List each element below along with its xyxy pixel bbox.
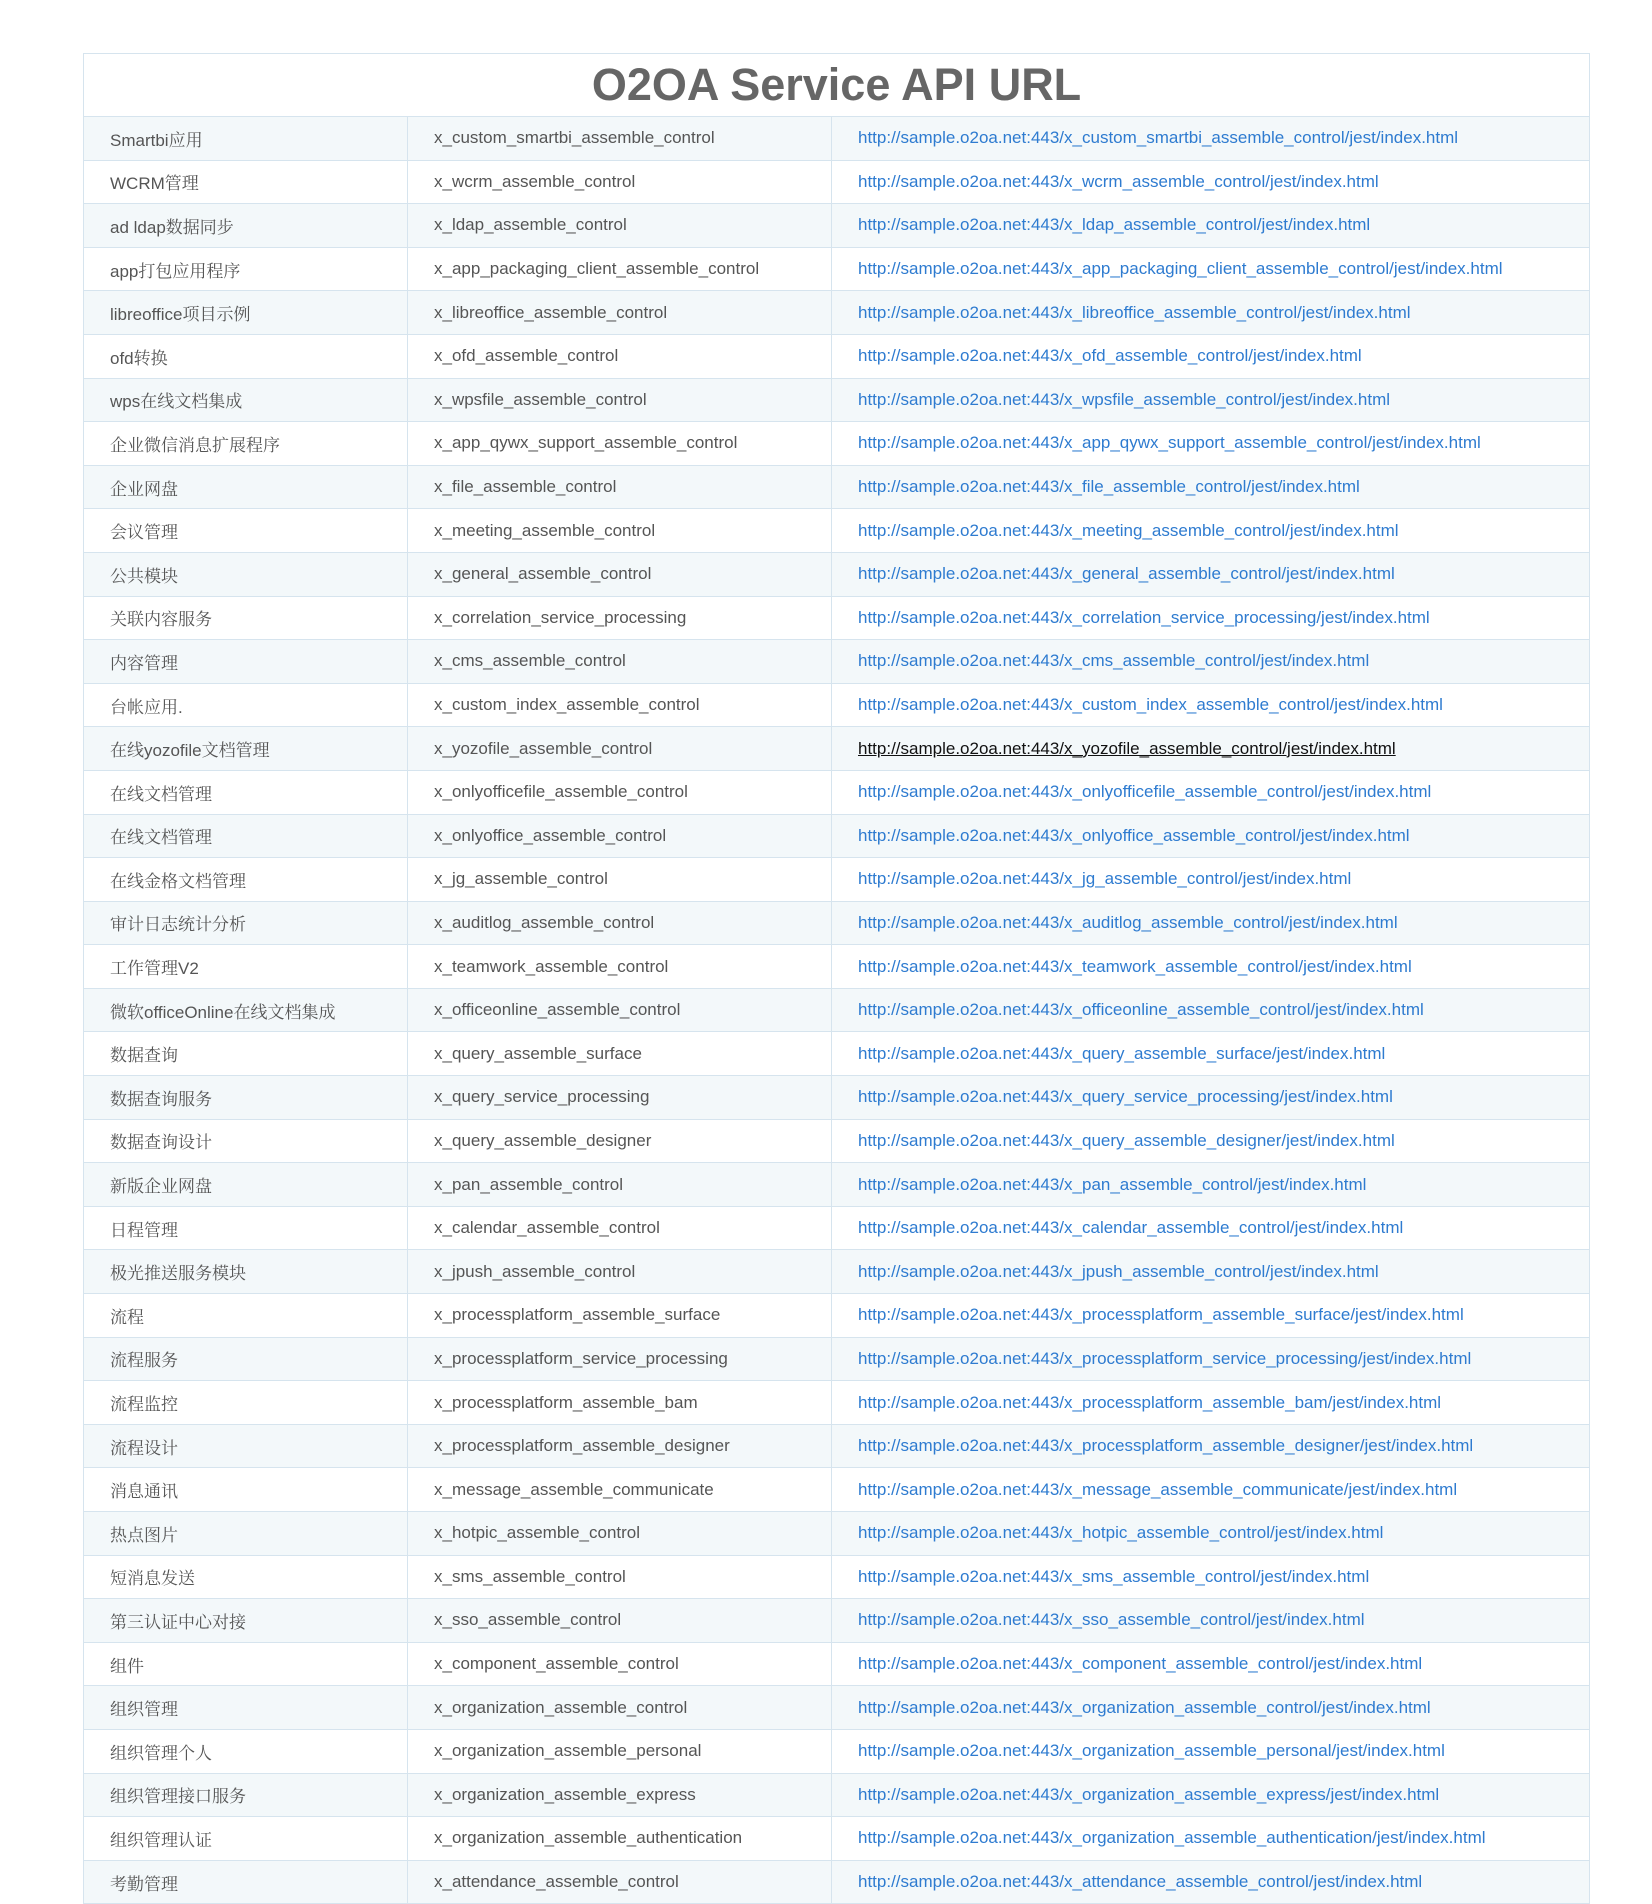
module-name-cell: x_query_assemble_designer [408, 1119, 832, 1163]
api-url-cell [832, 552, 1590, 596]
module-name-cell: x_organization_assemble_personal [408, 1729, 832, 1773]
api-url-cell [832, 1642, 1590, 1686]
service-name-cell: 组织管理接口服务 [84, 1773, 408, 1817]
service-name-cell: 企业网盘 [84, 465, 408, 509]
module-name-cell: x_component_assemble_control [408, 1642, 832, 1686]
table-row [84, 291, 1590, 335]
api-url-link[interactable]: http://sample.o2oa.net:443/x_processplatform_service_processing/jest/index.html [858, 1348, 1472, 1368]
service-name-cell: 组件 [84, 1642, 408, 1686]
service-name-cell: 短消息发送 [84, 1555, 408, 1599]
service-name-cell: 组织管理认证 [84, 1817, 408, 1861]
api-url-cell [832, 1729, 1590, 1773]
api-url-cell [832, 160, 1590, 204]
api-url-link[interactable]: http://sample.o2oa.net:443/x_correlation_service_processing/jest/index.html [858, 607, 1430, 627]
module-name-cell: x_general_assemble_control [408, 552, 832, 596]
table-row [84, 1512, 1590, 1556]
api-url-link[interactable]: http://sample.o2oa.net:443/x_general_assemble_control/jest/index.html [858, 564, 1395, 584]
service-name-cell: 新版企业网盘 [84, 1163, 408, 1207]
api-url-link[interactable]: http://sample.o2oa.net:443/x_calendar_assemble_control/jest/index.html [858, 1218, 1404, 1238]
api-url-link[interactable]: http://sample.o2oa.net:443/x_message_assemble_communicate/jest/index.html [858, 1479, 1458, 1499]
api-url-cell [832, 596, 1590, 640]
module-name-cell: x_processplatform_assemble_designer [408, 1424, 832, 1468]
table-row [84, 596, 1590, 640]
service-name-cell: 工作管理V2 [84, 945, 408, 989]
module-name-cell: x_jg_assemble_control [408, 858, 832, 902]
module-name-cell: x_jpush_assemble_control [408, 1250, 832, 1294]
module-name-cell: x_query_assemble_surface [408, 1032, 832, 1076]
api-url-cell [832, 465, 1590, 509]
module-name-cell: x_auditlog_assemble_control [408, 901, 832, 945]
service-name-cell: 台帐应用. [84, 683, 408, 727]
table-row [84, 901, 1590, 945]
module-name-cell: x_wpsfile_assemble_control [408, 378, 832, 422]
module-name-cell: x_calendar_assemble_control [408, 1206, 832, 1250]
api-url-cell [832, 814, 1590, 858]
service-name-cell: 数据查询 [84, 1032, 408, 1076]
table-row [84, 814, 1590, 858]
table-row [84, 1468, 1590, 1512]
api-url-cell [832, 334, 1590, 378]
service-name-cell: wps在线文档集成 [84, 378, 408, 422]
table-row [84, 1381, 1590, 1425]
service-name-cell: 日程管理 [84, 1206, 408, 1250]
module-name-cell: x_organization_assemble_authentication [408, 1817, 832, 1861]
service-name-cell: 数据查询设计 [84, 1119, 408, 1163]
api-url-cell [832, 1294, 1590, 1338]
table-row [84, 1773, 1590, 1817]
api-url-link[interactable]: http://sample.o2oa.net:443/x_file_assemble_control/jest/index.html [858, 477, 1360, 497]
module-name-cell: x_custom_index_assemble_control [408, 683, 832, 727]
module-name-cell: x_sms_assemble_control [408, 1555, 832, 1599]
table-row [84, 160, 1590, 204]
api-url-cell [832, 1773, 1590, 1817]
service-name-cell: 微软officeOnline在线文档集成 [84, 988, 408, 1032]
table-row [84, 465, 1590, 509]
api-url-link[interactable]: http://sample.o2oa.net:443/x_libreoffice_assemble_control/jest/index.html [858, 302, 1411, 322]
table-row [84, 1119, 1590, 1163]
module-name-cell: x_libreoffice_assemble_control [408, 291, 832, 335]
api-url-cell [832, 291, 1590, 335]
module-name-cell: x_query_service_processing [408, 1076, 832, 1120]
service-name-cell: 组织管理 [84, 1686, 408, 1730]
module-name-cell: x_processplatform_assemble_surface [408, 1294, 832, 1338]
api-url-cell [832, 1206, 1590, 1250]
service-name-cell: 考勤管理 [84, 1860, 408, 1904]
service-name-cell: 极光推送服务模块 [84, 1250, 408, 1294]
module-name-cell: x_attendance_assemble_control [408, 1860, 832, 1904]
api-url-link[interactable]: http://sample.o2oa.net:443/x_organization_assemble_personal/jest/index.html [858, 1741, 1445, 1761]
table-row [84, 683, 1590, 727]
service-name-cell: 企业微信消息扩展程序 [84, 422, 408, 466]
api-url-link[interactable]: http://sample.o2oa.net:443/x_sso_assemble_control/jest/index.html [858, 1610, 1365, 1630]
service-name-cell: ad ldap数据同步 [84, 204, 408, 248]
table-row [84, 770, 1590, 814]
api-url-link[interactable]: http://sample.o2oa.net:443/x_jpush_assemble_control/jest/index.html [858, 1261, 1379, 1281]
api-url-cell [832, 1381, 1590, 1425]
service-name-cell: 数据查询服务 [84, 1076, 408, 1120]
module-name-cell: x_wcrm_assemble_control [408, 160, 832, 204]
module-name-cell: x_hotpic_assemble_control [408, 1512, 832, 1556]
service-name-cell: 组织管理个人 [84, 1729, 408, 1773]
api-url-cell [832, 247, 1590, 291]
table-row [84, 117, 1590, 161]
api-url-link[interactable]: http://sample.o2oa.net:443/x_organization_assemble_control/jest/index.html [858, 1697, 1431, 1717]
module-name-cell: x_organization_assemble_express [408, 1773, 832, 1817]
table-row [84, 858, 1590, 902]
service-name-cell: ofd转换 [84, 334, 408, 378]
api-url-cell [832, 1424, 1590, 1468]
api-url-link[interactable]: http://sample.o2oa.net:443/x_yozofile_assemble_control/jest/index.html [858, 738, 1396, 758]
module-name-cell: x_cms_assemble_control [408, 640, 832, 684]
table-row [84, 945, 1590, 989]
table-row [84, 1206, 1590, 1250]
table-row [84, 1729, 1590, 1773]
service-name-cell: libreoffice项目示例 [84, 291, 408, 335]
table-row [84, 1337, 1590, 1381]
api-url-cell [832, 1599, 1590, 1643]
api-url-link[interactable]: http://sample.o2oa.net:443/x_organization_assemble_authentication/jest/index.html [858, 1828, 1486, 1848]
api-url-cell [832, 945, 1590, 989]
api-url-cell [832, 1076, 1590, 1120]
api-url-cell [832, 1686, 1590, 1730]
api-url-link[interactable]: http://sample.o2oa.net:443/x_processplatform_assemble_surface/jest/index.html [858, 1305, 1464, 1325]
api-url-link[interactable]: http://sample.o2oa.net:443/x_onlyofficefile_assemble_control/jest/index.html [858, 782, 1432, 802]
api-url-cell [832, 1032, 1590, 1076]
table-row [84, 1032, 1590, 1076]
module-name-cell: x_pan_assemble_control [408, 1163, 832, 1207]
service-name-cell: 会议管理 [84, 509, 408, 553]
api-url-link[interactable]: http://sample.o2oa.net:443/x_ofd_assemble_control/jest/index.html [858, 346, 1362, 366]
api-url-link[interactable]: http://sample.o2oa.net:443/x_onlyoffice_assemble_control/jest/index.html [858, 825, 1410, 845]
api-url-cell [832, 509, 1590, 553]
table-row [84, 1076, 1590, 1120]
api-url-link[interactable]: http://sample.o2oa.net:443/x_cms_assemble_control/jest/index.html [858, 651, 1370, 671]
api-url-link[interactable]: http://sample.o2oa.net:443/x_auditlog_assemble_control/jest/index.html [858, 912, 1398, 932]
service-name-cell: 在线文档管理 [84, 814, 408, 858]
module-name-cell: x_teamwork_assemble_control [408, 945, 832, 989]
api-url-cell [832, 422, 1590, 466]
api-url-link[interactable]: http://sample.o2oa.net:443/x_wpsfile_assemble_control/jest/index.html [858, 389, 1391, 409]
title-row [84, 54, 1590, 117]
api-url-cell [832, 1512, 1590, 1556]
table-row [84, 378, 1590, 422]
service-name-cell: WCRM管理 [84, 160, 408, 204]
api-url-cell [832, 901, 1590, 945]
api-url-cell [832, 640, 1590, 684]
api-url-cell [832, 727, 1590, 771]
api-url-cell [832, 378, 1590, 422]
module-name-cell: x_correlation_service_processing [408, 596, 832, 640]
api-url-link[interactable]: http://sample.o2oa.net:443/x_app_qywx_support_assemble_control/jest/index.html [858, 433, 1481, 453]
service-name-cell: 消息通讯 [84, 1468, 408, 1512]
api-url-cell [832, 988, 1590, 1032]
table-row [84, 988, 1590, 1032]
module-name-cell: x_onlyoffice_assemble_control [408, 814, 832, 858]
module-name-cell: x_yozofile_assemble_control [408, 727, 832, 771]
api-url-link[interactable]: http://sample.o2oa.net:443/x_processplatform_assemble_bam/jest/index.html [858, 1392, 1442, 1412]
table-row [84, 247, 1590, 291]
module-name-cell: x_organization_assemble_control [408, 1686, 832, 1730]
table-row [84, 1642, 1590, 1686]
api-url-cell [832, 1555, 1590, 1599]
table-row [84, 640, 1590, 684]
table-row [84, 1294, 1590, 1338]
module-name-cell: x_onlyofficefile_assemble_control [408, 770, 832, 814]
service-name-cell: 在线yozofile文档管理 [84, 727, 408, 771]
table-row [84, 334, 1590, 378]
api-url-link[interactable]: http://sample.o2oa.net:443/x_custom_smartbi_assemble_control/jest/index.html [858, 128, 1459, 148]
service-name-cell: 关联内容服务 [84, 596, 408, 640]
table-row [84, 1555, 1590, 1599]
module-name-cell: x_ofd_assemble_control [408, 334, 832, 378]
module-name-cell: x_processplatform_assemble_bam [408, 1381, 832, 1425]
service-name-cell: app打包应用程序 [84, 247, 408, 291]
table-body [84, 117, 1590, 1904]
api-url-link[interactable]: http://sample.o2oa.net:443/x_hotpic_assemble_control/jest/index.html [858, 1523, 1384, 1543]
module-name-cell: x_app_qywx_support_assemble_control [408, 422, 832, 466]
api-url-link[interactable]: http://sample.o2oa.net:443/x_officeonline_assemble_control/jest/index.html [858, 1000, 1424, 1020]
api-url-cell [832, 1817, 1590, 1861]
service-name-cell: 审计日志统计分析 [84, 901, 408, 945]
module-name-cell: x_file_assemble_control [408, 465, 832, 509]
service-name-cell: 在线文档管理 [84, 770, 408, 814]
api-url-link[interactable]: http://sample.o2oa.net:443/x_teamwork_assemble_control/jest/index.html [858, 956, 1412, 976]
api-url-link[interactable]: http://sample.o2oa.net:443/x_ldap_assemble_control/jest/index.html [858, 215, 1371, 235]
table-row [84, 1250, 1590, 1294]
api-url-cell [832, 1860, 1590, 1904]
api-url-link[interactable]: http://sample.o2oa.net:443/x_jg_assemble_control/jest/index.html [858, 869, 1352, 889]
api-url-cell [832, 1119, 1590, 1163]
table-row [84, 1686, 1590, 1730]
module-name-cell: x_sso_assemble_control [408, 1599, 832, 1643]
table-row [84, 204, 1590, 248]
api-url-cell [832, 858, 1590, 902]
table-row [84, 727, 1590, 771]
service-name-cell: 内容管理 [84, 640, 408, 684]
api-url-cell [832, 204, 1590, 248]
table-row [84, 1860, 1590, 1904]
api-url-link[interactable]: http://sample.o2oa.net:443/x_organization_assemble_express/jest/index.html [858, 1784, 1440, 1804]
service-name-cell: Smartbi应用 [84, 117, 408, 161]
api-url-cell [832, 1163, 1590, 1207]
service-name-cell: 流程监控 [84, 1381, 408, 1425]
api-url-link[interactable]: http://sample.o2oa.net:443/x_custom_index_assemble_control/jest/index.html [858, 695, 1443, 715]
module-name-cell: x_message_assemble_communicate [408, 1468, 832, 1512]
module-name-cell: x_app_packaging_client_assemble_control [408, 247, 832, 291]
service-name-cell: 热点图片 [84, 1512, 408, 1556]
table-row [84, 509, 1590, 553]
api-url-link[interactable]: http://sample.o2oa.net:443/x_attendance_assemble_control/jest/index.html [858, 1872, 1423, 1892]
service-name-cell: 流程设计 [84, 1424, 408, 1468]
api-url-cell [832, 1337, 1590, 1381]
api-url-cell [832, 683, 1590, 727]
service-name-cell: 在线金格文档管理 [84, 858, 408, 902]
api-url-link[interactable]: http://sample.o2oa.net:443/x_meeting_assemble_control/jest/index.html [858, 520, 1399, 540]
service-name-cell: 流程服务 [84, 1337, 408, 1381]
api-url-link[interactable]: http://sample.o2oa.net:443/x_processplatform_assemble_designer/jest/index.html [858, 1436, 1474, 1456]
api-url-link[interactable]: http://sample.o2oa.net:443/x_app_packaging_client_assemble_control/jest/index.html [858, 259, 1503, 279]
api-url-cell [832, 770, 1590, 814]
service-name-cell: 公共模块 [84, 552, 408, 596]
service-name-cell: 流程 [84, 1294, 408, 1338]
module-name-cell: x_custom_smartbi_assemble_control [408, 117, 832, 161]
table-row [84, 1599, 1590, 1643]
table-row [84, 1163, 1590, 1207]
api-url-link[interactable]: http://sample.o2oa.net:443/x_query_assemble_designer/jest/index.html [858, 1130, 1395, 1150]
api-url-link[interactable]: http://sample.o2oa.net:443/x_pan_assemble_control/jest/index.html [858, 1174, 1367, 1194]
service-name-cell: 第三认证中心对接 [84, 1599, 408, 1643]
api-url-cell [832, 117, 1590, 161]
module-name-cell: x_meeting_assemble_control [408, 509, 832, 553]
module-name-cell: x_officeonline_assemble_control [408, 988, 832, 1032]
module-name-cell: x_processplatform_service_processing [408, 1337, 832, 1381]
table-row [84, 552, 1590, 596]
api-url-link[interactable]: http://sample.o2oa.net:443/x_sms_assemble_control/jest/index.html [858, 1566, 1370, 1586]
table-row [84, 422, 1590, 466]
api-url-table [83, 53, 1590, 1904]
api-url-link[interactable]: http://sample.o2oa.net:443/x_wcrm_assemble_control/jest/index.html [858, 171, 1379, 191]
module-name-cell: x_ldap_assemble_control [408, 204, 832, 248]
table-row [84, 1424, 1590, 1468]
page-title: O2OA Service API URL [84, 54, 1590, 117]
table-row [84, 1817, 1590, 1861]
api-url-link[interactable]: http://sample.o2oa.net:443/x_query_service_processing/jest/index.html [858, 1087, 1393, 1107]
api-url-cell [832, 1468, 1590, 1512]
api-url-cell [832, 1250, 1590, 1294]
api-url-link[interactable]: http://sample.o2oa.net:443/x_query_assemble_surface/jest/index.html [858, 1043, 1386, 1063]
api-url-link[interactable]: http://sample.o2oa.net:443/x_component_assemble_control/jest/index.html [858, 1654, 1423, 1674]
